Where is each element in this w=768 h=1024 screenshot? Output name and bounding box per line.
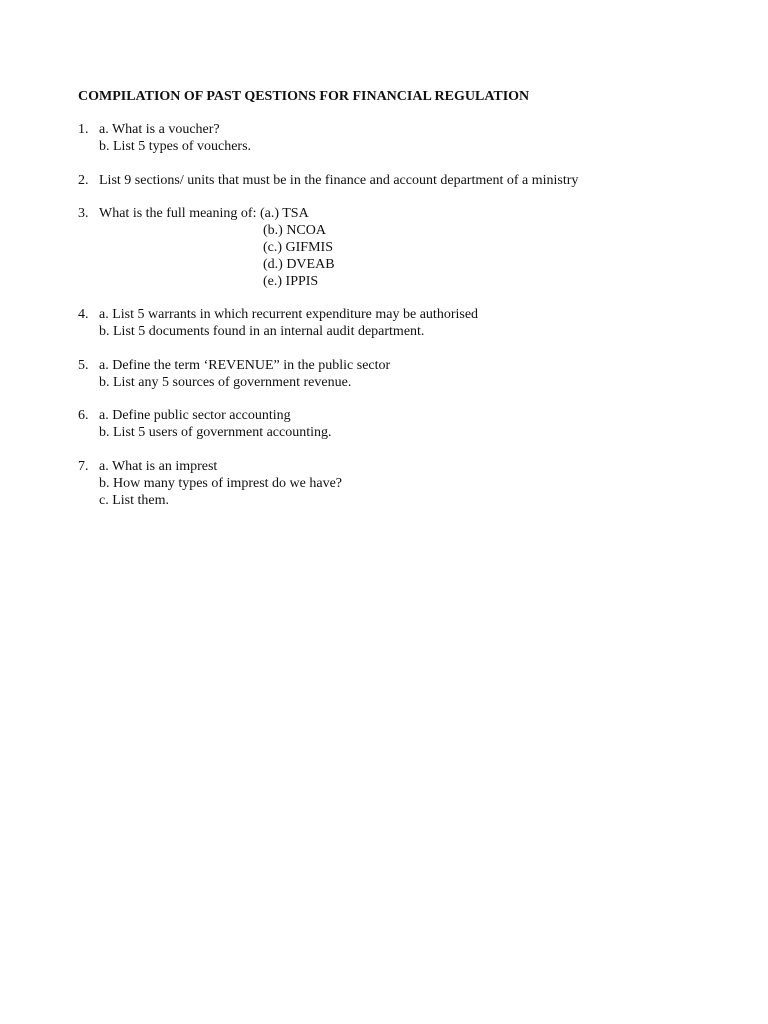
question-2: [78, 172, 578, 189]
question-5: [78, 357, 390, 391]
question-number: 3.: [78, 206, 89, 221]
question-1: [78, 121, 251, 155]
question-line: b. List 5 users of government accounting.: [99, 425, 332, 440]
question-line: a. List 5 warrants in which recurrent expenditure may be authorised: [99, 307, 479, 322]
question-line: a. What is an imprest: [99, 459, 218, 474]
question-number: 2.: [78, 173, 89, 188]
question-number: 4.: [78, 307, 89, 322]
acronym-line: (c.) GIFMIS: [263, 240, 333, 255]
document-title: COMPILATION OF PAST QESTIONS FOR FINANCIAL REGULATION: [78, 89, 530, 104]
question-line: What is the full meaning of: (a.) TSA: [99, 206, 309, 221]
question-line: b. List any 5 sources of government revenue.: [99, 375, 352, 390]
question-line: b. List 5 documents found in an internal audit department.: [99, 324, 425, 339]
question-line: a. What is a voucher?: [99, 122, 220, 137]
question-4: [78, 306, 478, 340]
question-line: List 9 sections/ units that must be in the finance and account department of a ministry: [99, 173, 579, 188]
question-line: a. Define the term ‘REVENUE” in the public sector: [99, 358, 391, 373]
question-number: 7.: [78, 459, 89, 474]
acronym-line: (e.) IPPIS: [263, 274, 319, 289]
question-number: 6.: [78, 408, 89, 423]
question-line: b. How many types of imprest do we have?: [99, 476, 342, 491]
acronym-line: (d.) DVEAB: [263, 257, 335, 272]
question-number: 5.: [78, 358, 89, 373]
question-line: a. Define public sector accounting: [99, 408, 291, 423]
question-line: c. List them.: [99, 493, 169, 508]
question-7: [78, 458, 342, 509]
question-3: [78, 205, 335, 290]
question-number: 1.: [78, 122, 89, 137]
question-line: b. List 5 types of vouchers.: [99, 139, 252, 154]
acronym-line: (b.) NCOA: [263, 223, 326, 238]
question-6: [78, 407, 332, 441]
